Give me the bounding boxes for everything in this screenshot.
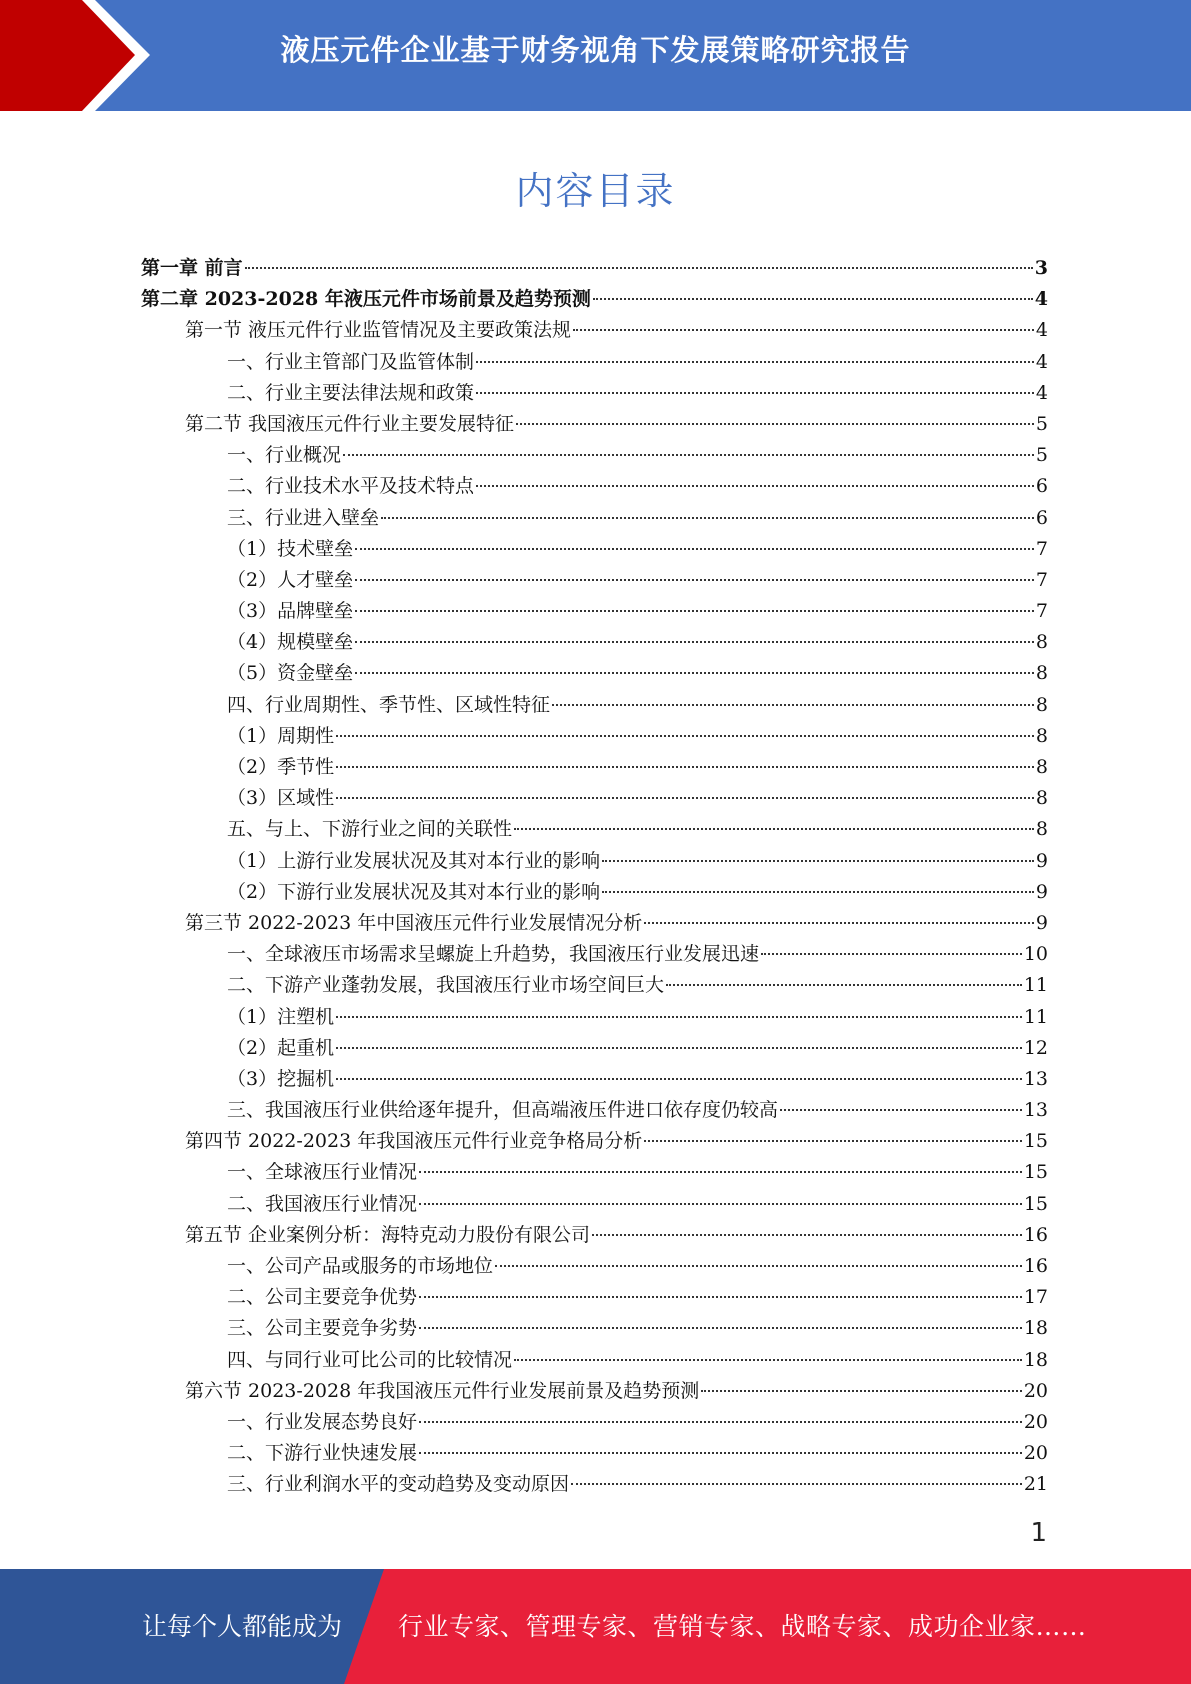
toc-entry-page: 18 — [1023, 1317, 1048, 1340]
toc-dot-leader — [476, 392, 1034, 394]
toc-dot-leader — [336, 1078, 1022, 1080]
toc-entry[interactable] — [141, 1095, 1048, 1126]
toc-entry[interactable] — [141, 534, 1048, 565]
toc-entry[interactable] — [141, 1345, 1048, 1376]
toc-entry-page: 6 — [1035, 475, 1048, 498]
toc-dot-leader — [419, 1171, 1022, 1173]
toc-entry-label: 第三节 2022-2023 年中国液压元件行业发展情况分析 — [185, 911, 643, 934]
toc-entry-page: 8 — [1035, 662, 1048, 685]
toc-entry-page: 15 — [1023, 1130, 1048, 1153]
toc-entry-page: 8 — [1035, 724, 1048, 747]
toc-entry-page: 11 — [1023, 974, 1048, 997]
toc-dot-leader — [666, 984, 1022, 986]
toc-entry-page: 13 — [1023, 1067, 1048, 1090]
toc-dot-leader — [355, 610, 1034, 612]
toc-entry-label: 三、行业利润水平的变动趋势及变动原因 — [227, 1473, 570, 1496]
toc-entry-page: 8 — [1035, 631, 1048, 654]
toc-entry-page: 4 — [1035, 319, 1048, 342]
toc-entry-page: 9 — [1035, 880, 1048, 903]
footer-slogan-left: 让每个人都能成为 — [142, 1612, 343, 1641]
toc-entry-page: 13 — [1023, 1099, 1048, 1122]
toc-entry-label: 二、行业技术水平及技术特点 — [227, 475, 475, 498]
toc-entry-label: （4）规模壁垒 — [227, 631, 354, 654]
toc-dot-leader — [419, 1327, 1022, 1329]
toc-dot-leader — [571, 1483, 1022, 1485]
toc-dot-leader — [602, 860, 1034, 862]
toc-entry[interactable] — [141, 440, 1048, 471]
toc-entry[interactable] — [141, 658, 1048, 689]
toc-dot-leader — [761, 953, 1022, 955]
header-band — [0, 0, 1191, 111]
toc-entry-page: 15 — [1023, 1161, 1048, 1184]
footer-slogan-right: 行业专家、管理专家、营销专家、战略专家、成功企业家…… — [398, 1612, 1087, 1641]
toc-entry-page: 18 — [1023, 1348, 1048, 1371]
toc-entry[interactable] — [141, 565, 1048, 596]
toc-entry[interactable] — [141, 409, 1048, 440]
toc-entry[interactable] — [141, 596, 1048, 627]
toc-dot-leader — [780, 1109, 1022, 1111]
toc-entry-label: 二、公司主要竞争优势 — [227, 1286, 418, 1309]
toc-dot-leader — [419, 1421, 1022, 1423]
toc-entry-page: 20 — [1023, 1379, 1048, 1402]
toc-entry-page: 6 — [1035, 506, 1048, 529]
toc-entry-page: 11 — [1023, 1005, 1048, 1028]
toc-dot-leader — [602, 891, 1034, 893]
toc-entry-page: 5 — [1035, 444, 1048, 467]
footer-band — [0, 1569, 1191, 1684]
toc-entry[interactable] — [141, 783, 1048, 814]
toc-entry-page: 4 — [1034, 288, 1048, 311]
toc-entry-page: 20 — [1023, 1442, 1048, 1465]
toc-entry[interactable] — [141, 1282, 1048, 1313]
toc-entry-page: 12 — [1023, 1036, 1048, 1059]
toc-entry[interactable] — [141, 1064, 1048, 1095]
toc-entry-label: 一、全球液压市场需求呈螺旋上升趋势，我国液压行业发展迅速 — [227, 943, 760, 966]
toc-entry-page: 8 — [1035, 818, 1048, 841]
toc-dot-leader — [701, 1390, 1022, 1392]
toc-entry-page: 20 — [1023, 1410, 1048, 1433]
toc-dot-leader — [355, 579, 1034, 581]
toc-entry[interactable] — [141, 877, 1048, 908]
toc-entry-page: 3 — [1034, 257, 1048, 279]
toc-dot-leader — [355, 672, 1034, 674]
toc-entry-label: 二、下游行业快速发展 — [227, 1442, 418, 1465]
toc-entry-label: 二、我国液压行业情况 — [227, 1192, 418, 1215]
toc-dot-leader — [495, 1265, 1022, 1267]
toc-dot-leader — [245, 267, 1033, 269]
toc-entry-label: 第一章 前言 — [141, 257, 243, 279]
toc-dot-leader — [592, 1234, 1022, 1236]
toc-entry[interactable] — [141, 908, 1048, 939]
toc-entry-page: 8 — [1035, 787, 1048, 810]
toc-entry[interactable] — [141, 284, 1048, 315]
toc-dot-leader — [476, 485, 1034, 487]
toc-entry-label: （3）挖掘机 — [227, 1067, 335, 1090]
toc-entry[interactable] — [141, 627, 1048, 658]
toc-entry-page: 4 — [1035, 381, 1048, 404]
toc-entry[interactable] — [141, 1469, 1048, 1500]
toc-entry-page: 4 — [1035, 350, 1048, 373]
toc-entry[interactable] — [141, 378, 1048, 409]
toc-entry[interactable] — [141, 1407, 1048, 1438]
toc-entry-page: 9 — [1035, 849, 1048, 872]
toc-entry[interactable] — [141, 1002, 1048, 1033]
toc-entry[interactable] — [141, 1438, 1048, 1469]
toc-entry-page: 8 — [1035, 756, 1048, 778]
toc-dot-leader — [514, 1359, 1022, 1361]
toc-entry-label: 第五节 企业案例分析：海特克动力股份有限公司 — [185, 1223, 591, 1246]
toc-entry-label: 第一节 液压元件行业监管情况及主要政策法规 — [185, 319, 572, 342]
toc-entry[interactable] — [141, 1157, 1048, 1188]
toc-entry[interactable] — [141, 690, 1048, 721]
toc-entry[interactable] — [141, 503, 1048, 534]
toc-entry-label: 一、行业主管部门及监管体制 — [227, 350, 475, 373]
toc-dot-leader — [514, 828, 1034, 830]
toc-entry[interactable] — [141, 1033, 1048, 1064]
toc-entry-page: 8 — [1035, 693, 1048, 716]
toc-entry-label: 五、与上、下游行业之间的关联性 — [227, 818, 513, 841]
toc-entry-label: 一、行业发展态势良好 — [227, 1410, 418, 1433]
toc-entry[interactable] — [141, 814, 1048, 845]
toc-entry[interactable] — [141, 1313, 1048, 1344]
toc-heading: 内容目录 — [515, 169, 676, 213]
toc-dot-leader — [336, 735, 1034, 737]
toc-dot-leader — [419, 1203, 1022, 1205]
toc-entry-label: 三、行业进入壁垒 — [227, 506, 380, 529]
toc-dot-leader — [419, 1296, 1022, 1298]
toc-entry-page: 5 — [1035, 412, 1048, 435]
toc-entry-page: 16 — [1023, 1223, 1048, 1246]
table-of-contents — [141, 253, 1048, 1501]
toc-entry-page: 7 — [1035, 568, 1048, 591]
toc-entry-page: 15 — [1023, 1192, 1048, 1215]
toc-entry-label: 一、行业概况 — [227, 444, 342, 467]
toc-entry[interactable] — [141, 253, 1048, 284]
toc-entry-page: 7 — [1035, 600, 1048, 623]
toc-entry-label: 第六节 2023-2028 年我国液压元件行业发展前景及趋势预测 — [185, 1379, 700, 1402]
toc-entry-label: （2）下游行业发展状况及其对本行业的影响 — [227, 880, 601, 903]
toc-entry-label: （1）技术壁垒 — [227, 537, 354, 560]
toc-entry[interactable] — [141, 1376, 1048, 1407]
toc-entry-label: 一、全球液压行业情况 — [227, 1161, 418, 1184]
toc-entry[interactable] — [141, 1220, 1048, 1251]
report-title: 液压元件企业基于财务视角下发展策略研究报告 — [280, 33, 911, 67]
toc-dot-leader — [355, 548, 1034, 550]
toc-entry[interactable] — [141, 846, 1048, 877]
toc-entry[interactable] — [141, 1189, 1048, 1220]
toc-entry-page: 21 — [1023, 1473, 1048, 1496]
toc-dot-leader — [644, 1140, 1022, 1142]
toc-entry[interactable] — [141, 471, 1048, 502]
toc-entry-page: 7 — [1035, 537, 1048, 560]
toc-entry-label: 第二章 2023-2028 年液压元件市场前景及趋势预测 — [141, 288, 591, 311]
toc-dot-leader — [355, 641, 1034, 643]
toc-dot-leader — [573, 329, 1034, 331]
toc-entry-page: 17 — [1023, 1286, 1048, 1309]
toc-entry-label: （3）区域性 — [227, 787, 335, 810]
toc-entry-label: 四、与同行业可比公司的比较情况 — [227, 1348, 513, 1371]
toc-dot-leader — [336, 1047, 1022, 1049]
toc-dot-leader — [593, 298, 1033, 300]
toc-entry-label: （2）人才壁垒 — [227, 568, 354, 591]
toc-entry-page: 10 — [1023, 943, 1048, 966]
toc-dot-leader — [644, 922, 1034, 924]
toc-entry-label: 三、公司主要竞争劣势 — [227, 1317, 418, 1340]
toc-entry[interactable] — [141, 721, 1048, 752]
toc-dot-leader — [336, 797, 1034, 799]
toc-entry-label: （3）品牌壁垒 — [227, 600, 354, 623]
toc-entry-label: （2）季节性 — [227, 756, 335, 778]
toc-entry-label: （1）周期性 — [227, 724, 335, 747]
toc-dot-leader — [343, 454, 1034, 456]
toc-entry-label: 第二节 我国液压元件行业主要发展特征 — [185, 412, 515, 435]
toc-entry[interactable] — [141, 347, 1048, 378]
toc-entry-label: 一、公司产品或服务的市场地位 — [227, 1255, 494, 1277]
toc-entry-page: 16 — [1023, 1255, 1048, 1277]
toc-dot-leader — [552, 704, 1034, 706]
page-number: 1 — [1030, 1518, 1047, 1548]
toc-entry-label: 三、我国液压行业供给逐年提升，但高端液压件进口依存度仍较高 — [227, 1099, 779, 1122]
toc-entry-label: 二、下游产业蓬勃发展，我国液压行业市场空间巨大 — [227, 974, 665, 997]
toc-dot-leader — [516, 423, 1034, 425]
toc-entry-label: （5）资金壁垒 — [227, 662, 354, 685]
toc-entry[interactable] — [141, 970, 1048, 1001]
toc-entry-label: （2）起重机 — [227, 1036, 335, 1059]
toc-entry-label: （1）上游行业发展状况及其对本行业的影响 — [227, 849, 601, 872]
toc-entry-label: 四、行业周期性、季节性、区域性特征 — [227, 693, 551, 716]
toc-entry[interactable] — [141, 939, 1048, 970]
toc-dot-leader — [419, 1452, 1022, 1454]
toc-dot-leader — [476, 361, 1034, 363]
toc-entry-label: 第四节 2022-2023 年我国液压元件行业竞争格局分析 — [185, 1130, 643, 1153]
toc-entry[interactable] — [141, 752, 1048, 783]
toc-dot-leader — [336, 766, 1034, 768]
toc-entry-label: （1）注塑机 — [227, 1005, 335, 1028]
toc-entry-page: 9 — [1035, 911, 1048, 934]
toc-entry[interactable] — [141, 1126, 1048, 1157]
toc-entry[interactable] — [141, 1251, 1048, 1282]
toc-dot-leader — [336, 1016, 1022, 1018]
toc-entry-label: 二、行业主要法律法规和政策 — [227, 381, 475, 404]
toc-dot-leader — [381, 517, 1034, 519]
toc-entry[interactable] — [141, 315, 1048, 346]
